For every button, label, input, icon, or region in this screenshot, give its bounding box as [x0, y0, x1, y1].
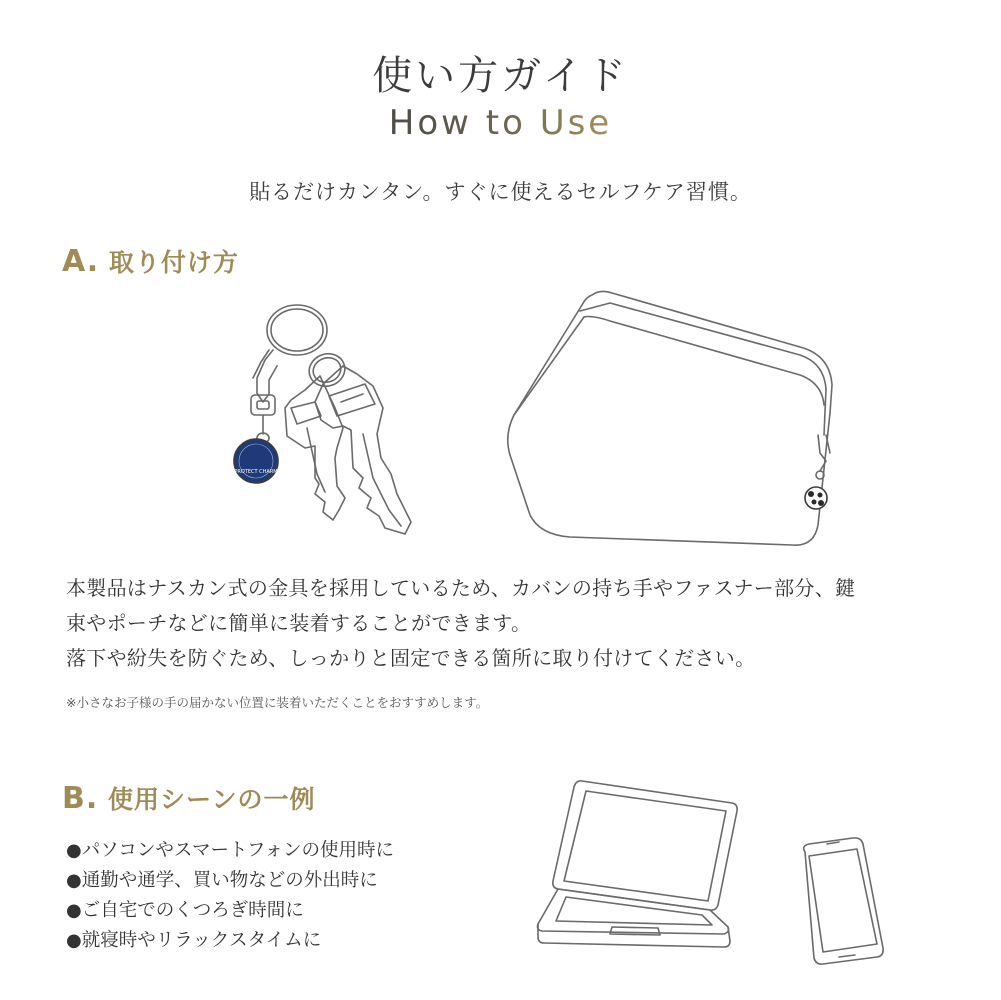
- smartphone-illustration-icon: [795, 836, 890, 971]
- list-item-label: 就寝時やリラックスタイムに: [81, 930, 322, 951]
- keys-illustration-icon: [225, 298, 425, 538]
- list-item: [66, 836, 394, 866]
- list-item: [66, 866, 394, 896]
- section-a-letter: A.: [62, 244, 100, 279]
- bullet-icon: ●: [66, 870, 82, 891]
- list-item: [66, 896, 394, 926]
- bullet-icon: ●: [66, 900, 82, 921]
- list-item-label: ご自宅でのくつろぎ時間に: [81, 900, 304, 921]
- description-line: 束やポーチなどに簡単に装着することができます。: [66, 611, 532, 635]
- usage-scene-list: [66, 836, 394, 956]
- page-title: 使い方ガイド: [372, 53, 629, 99]
- page-subtitle: [0, 103, 1001, 143]
- charm-label: PROTECT CHARM: [234, 469, 278, 475]
- section-b-heading: [62, 780, 316, 816]
- attachment-description: [66, 571, 966, 676]
- bullet-icon: ●: [66, 840, 82, 861]
- pouch-illustration-icon: [500, 285, 845, 555]
- safety-note: ※小さなお子様の手の届かない位置に装着いただくことをおすすめします。: [66, 695, 489, 710]
- list-item-label: パソコンやスマートフォンの使用時に: [81, 840, 395, 861]
- section-a-title: 取り付け方: [108, 248, 239, 277]
- laptop-illustration-icon: [532, 777, 742, 972]
- section-a-heading: [62, 243, 239, 279]
- lead-text: 貼るだけカンタン。すぐに使えるセルフケア習慣。: [249, 180, 752, 204]
- subtitle-text: How to Use: [388, 103, 613, 143]
- description-line: 本製品はナスカン式の金具を採用しているため、カバンの持ち手やファスナー部分、鍵: [66, 576, 856, 600]
- section-b-letter: B.: [62, 781, 99, 816]
- bullet-icon: ●: [66, 930, 82, 951]
- section-b-title: 使用シーンの一例: [107, 785, 316, 814]
- description-line: 落下や紛失を防ぐため、しっかりと固定できる箇所に取り付けてください。: [66, 646, 756, 670]
- list-item-label: 通勤や通学、買い物などの外出時に: [81, 870, 378, 891]
- list-item: [66, 926, 394, 956]
